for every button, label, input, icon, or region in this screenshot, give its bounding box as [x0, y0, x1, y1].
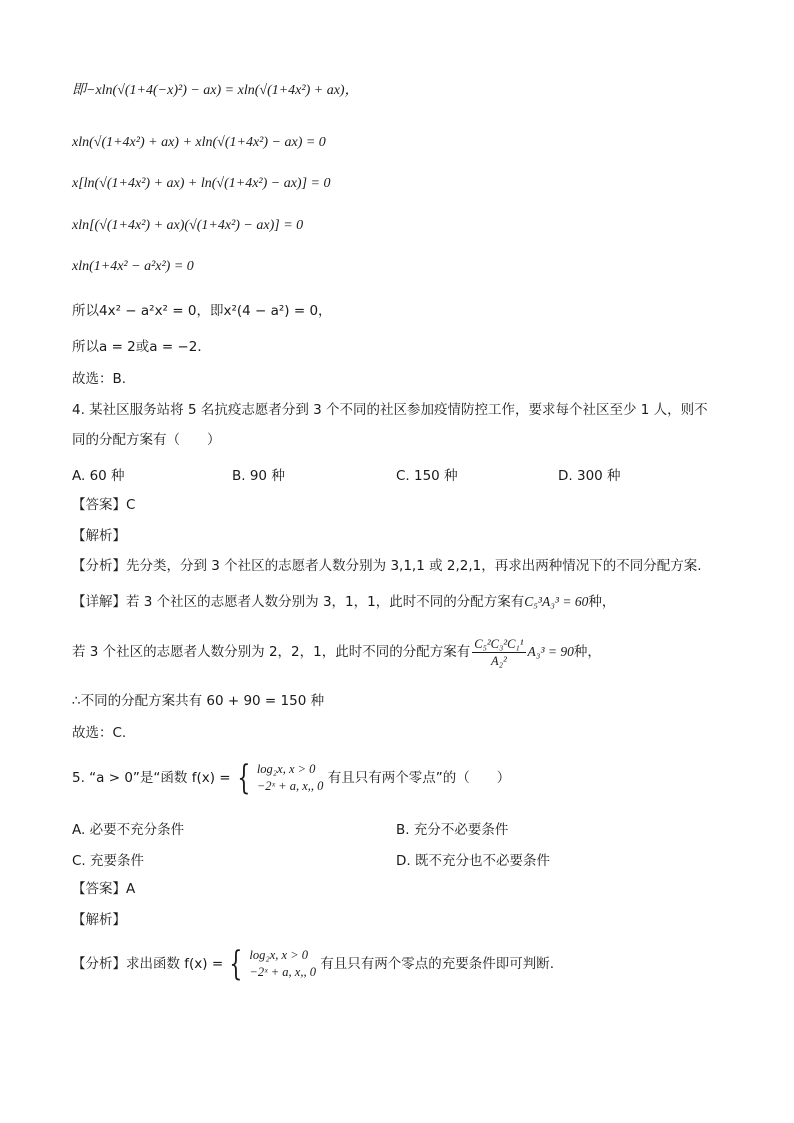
q4-option-a: A. 60 种	[72, 468, 125, 484]
derivation-line-2: xln(√(1+4x²) + ax) + xln(√(1+4x²) − ax) = 0	[72, 135, 326, 150]
q5-analysis-case-1: log₂x, x > 0	[249, 948, 309, 962]
q5-jiexi-heading: 【解析】	[72, 912, 126, 928]
derivation-line-6: 所以4x² − a²x² = 0，即x²(4 − a²) = 0，	[72, 303, 332, 319]
q4-detail-line-1	[72, 593, 746, 611]
derivation-line-7: 所以a = 2或a = −2．	[72, 339, 211, 355]
q4-detail-2-formula: A₃³ = 90	[527, 644, 574, 659]
q4-detail-1-formula: C₅³A₃³ = 60	[524, 594, 589, 609]
q4-fraction-numerator: C₅²C₃²C₁¹	[474, 636, 524, 651]
q5-option-c: C. 充要条件	[72, 853, 145, 869]
q4-jiexi-heading: 【解析】	[72, 528, 126, 544]
choose-b-line: 故选：B.	[72, 371, 127, 387]
q5-analysis-start: 【分析】求出函数 f(x) =	[72, 956, 224, 972]
q4-detail-1-suffix: 种，	[588, 594, 616, 610]
q5-analysis	[72, 944, 746, 984]
derivation-line-1: 即−xln(√(1+4(−x)²) − ax) = xln(√(1+4x²) + ax)，	[72, 83, 359, 98]
q5-analysis-case-2: −2ˣ + a, x,, 0	[249, 965, 316, 979]
q4-detail-2-text: 若 3 个社区的志愿者人数分别为 2，2，1，此时不同的分配方案有	[72, 644, 471, 660]
q5-analysis-piecewise	[249, 947, 316, 981]
q5-option-a: A. 必要不充分条件	[72, 822, 185, 838]
q4-detail-line-2	[72, 632, 746, 672]
q5-stem-end: 有且只有两个零点”的（ ）	[327, 770, 511, 786]
q5-stem-start: 5. “a > 0”是“函数 f(x) =	[72, 770, 231, 786]
q4-detail-line-3: ∴不同的分配方案共有 60 + 90 = 150 种	[72, 693, 325, 709]
q4-option-b: B. 90 种	[232, 468, 285, 484]
derivation-line-4: xln[(√(1+4x²) + ax)(√(1+4x²) − ax)] = 0	[72, 218, 304, 233]
q4-analysis: 【分析】先分类，分到 3 个社区的志愿者人数分别为 3,1,1 或 2,2,1，再求出两种情况下的不同分配方案.	[72, 558, 702, 574]
q5-option-d: D. 既不充分也不必要条件	[396, 853, 550, 869]
q4-detail-2-fraction	[472, 636, 525, 669]
q5-stem	[72, 758, 746, 798]
q5-piecewise-cases	[257, 761, 324, 795]
q4-stem-line-2: 同的分配方案有（ ）	[72, 432, 221, 448]
derivation-line-5: xln(1+4x² − a²x²) = 0	[72, 259, 194, 274]
q4-stem-line-1: 4. 某社区服务站将 5 名抗疫志愿者分到 3 个不同的社区参加疫情防控工作，要求每个社区至少 1 人，则不	[72, 402, 708, 418]
q5-analysis-end: 有且只有两个零点的充要条件即可判断.	[320, 956, 555, 972]
q4-choose-c: 故选：C.	[72, 725, 127, 741]
q5-answer: 【答案】A	[72, 881, 136, 897]
q5-case-2: −2ˣ + a, x,, 0	[256, 779, 324, 793]
q4-detail-1-text: 【详解】若 3 个社区的志愿者人数分别为 3，1，1，此时不同的分配方案有	[72, 594, 525, 610]
q4-option-c: C. 150 种	[396, 468, 458, 484]
q5-case-1: log₂x, x > 0	[256, 762, 316, 776]
q4-detail-2-suffix: 种，	[573, 644, 601, 660]
derivation-line-3: x[ln(√(1+4x²) + ax) + ln(√(1+4x²) − ax)] = 0	[72, 176, 331, 191]
left-brace-icon: {	[237, 758, 251, 798]
q5-option-b: B. 充分不必要条件	[396, 822, 509, 838]
q4-answer: 【答案】C	[72, 497, 136, 513]
left-brace-icon: {	[229, 944, 243, 984]
q4-option-d: D. 300 种	[558, 468, 621, 484]
q4-fraction-denominator: A₂²	[491, 653, 507, 668]
